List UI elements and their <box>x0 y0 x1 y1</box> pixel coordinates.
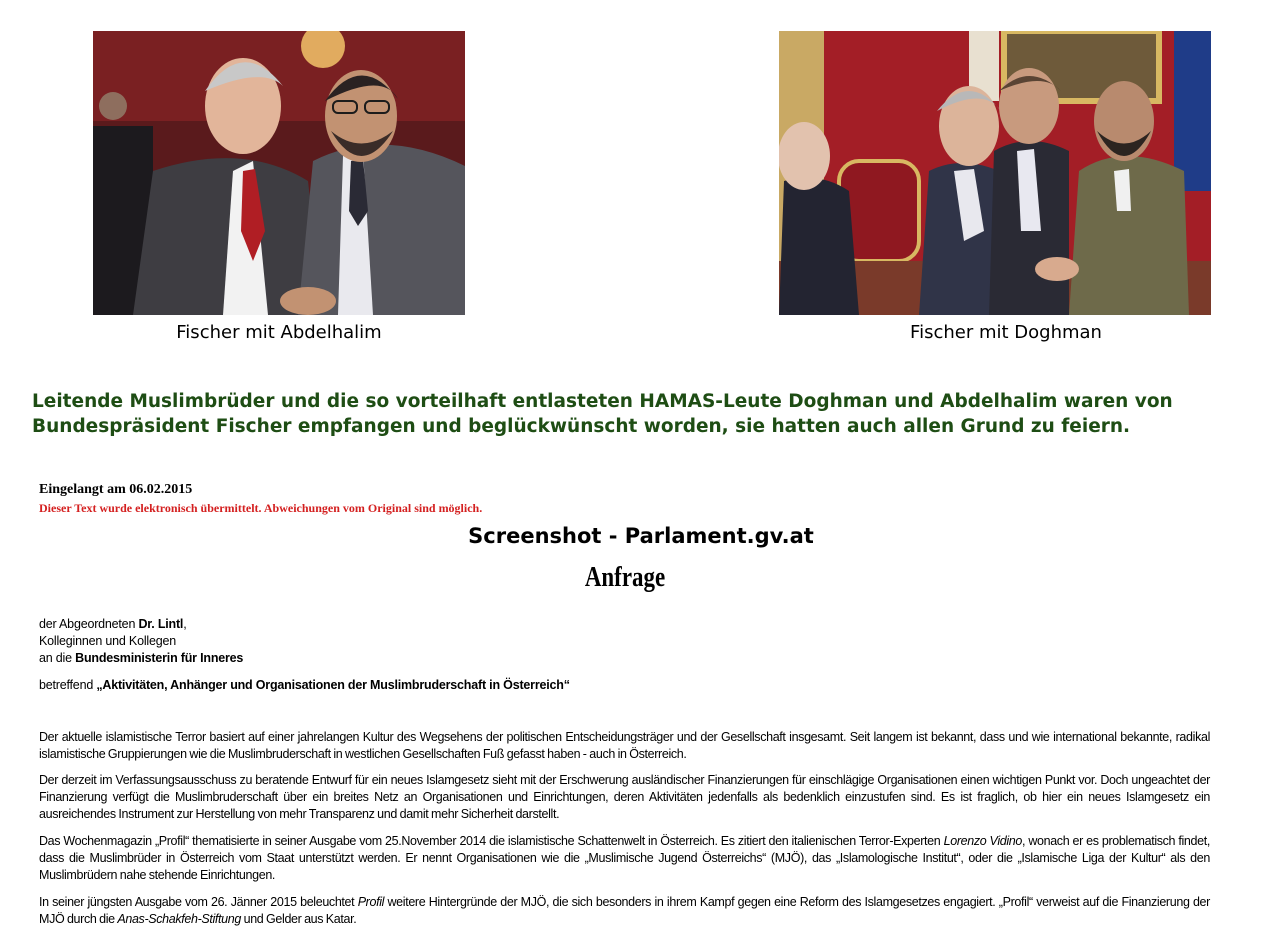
paragraph-3 <box>39 833 1210 884</box>
recipient-prefix: an die <box>39 651 76 665</box>
photo-caption-right: Fischer mit Doghman <box>910 322 1102 343</box>
recipient-name: Bundesministerin für Inneres <box>75 651 244 665</box>
electronic-transmission-notice: Dieser Text wurde elektronisch übermittelt. Abweichungen vom Original sind möglich. <box>39 501 483 515</box>
document-title: Anfrage <box>584 562 666 593</box>
headline-text: Leitende Muslimbrüder und die so vorteilhaft entlasteten HAMAS-Leute Doghman und Abdelhalim waren von Bundespräsident Fischer empfangen und beglückwünscht worden, sie hatten auch allen Grund zu feiern. <box>32 391 1173 437</box>
paragraph-3-part-b: , wonach er es problematisch findet, dass die Muslimbrüder in Österreich vom Staat unterstützt werden. Er nennt Organisationen wie die „Muslimische Jugend Österreichs“ (MJÖ), das „Islamologische Institut“, oder die „Islamische Liga der Kultur“ als den Muslimbrüdern nahe stehende Einrichtungen. <box>39 834 1210 882</box>
photo-fischer-abdelhalim <box>93 31 465 315</box>
foundation-name: Anas-Schakfeh-Stiftung <box>117 912 241 926</box>
address-prefix: der Abgeordneten <box>39 617 139 631</box>
photo-caption-left: Fischer mit Abdelhalim <box>176 322 382 343</box>
paragraph-2: Der derzeit im Verfassungsausschuss zu beratende Entwurf für ein neues Islamgesetz sieht mit der Erschwerung ausländischer Finanzierungen für einschlägige Organisationen einen wichtigen Punkt vor. Doch ungeachtet der Finanzierung verfügt die Muslimbruderschaft über ein breites Netz an Organisationen und Einrichtungen, deren Aktivitäten jedenfalls als bedenklich einzustufen sind. Es ist fraglich, ob hier ein neues Islamgesetz ein ausreichendes Instrument zur Herstellung von mehr Transparenz und damit mehr Sicherheit darstellt. <box>39 773 1210 821</box>
address-suffix: , <box>183 617 187 631</box>
sender-name: Dr. Lintl <box>138 617 184 631</box>
received-date: Eingelangt am 06.02.2015 <box>39 482 193 497</box>
subject-line <box>39 677 570 694</box>
paragraph-4-part-b: weitere Hintergründe der MJÖ, die sich besonders in ihrem Kampf gegen eine Reform des Islamgesetzes engagiert. „Profil“ verweist auf die Finanzierung der MJÖ durch die <box>39 895 1210 926</box>
paragraph-4 <box>39 894 1210 928</box>
address-line-colleagues: Kolleginnen und Kollegen <box>39 634 176 648</box>
address-line-sender <box>39 616 186 633</box>
paragraph-4-part-c: und Gelder aus Katar. <box>240 912 357 926</box>
paragraph-3-part-a: Das Wochenmagazin „Profil“ thematisierte in seiner Ausgabe vom 25.November 2014 die islamistische Schattenwelt in Österreich. Es zitiert den italienischen Terror-Experten <box>39 834 944 848</box>
photo-fischer-doghman <box>779 31 1211 315</box>
magazine-name: Profil <box>357 895 385 909</box>
subject-title: „Aktivitäten, Anhänger und Organisationen der Muslimbruderschaft in Österreich“ <box>96 678 570 692</box>
expert-name: Lorenzo Vidino <box>943 834 1022 848</box>
paragraph-4-part-a: In seiner jüngsten Ausgabe vom 26. Jänner 2015 beleuchtet <box>39 895 358 909</box>
address-line-recipient <box>39 650 243 667</box>
subject-prefix: betreffend <box>39 678 97 692</box>
screenshot-source-label: Screenshot - Parlament.gv.at <box>468 524 814 548</box>
paragraph-1: Der aktuelle islamistische Terror basiert auf einer jahrelangen Kultur des Wegsehens der politischen Entscheidungsträger und der Gesellschaft insgesamt. Seit langem ist bekannt, dass und wie international bekannte, radikal islamistische Gruppierungen wie die Muslimbruderschaft in westlichen Gesellschaften Fuß gefasst haben - auch in Österreich. <box>39 730 1210 761</box>
